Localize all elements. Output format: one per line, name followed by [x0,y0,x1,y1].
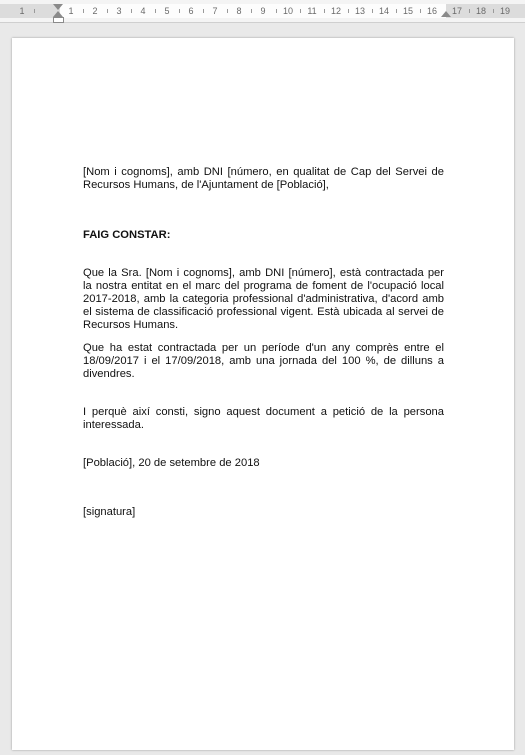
ruler-number: 7 [212,6,218,16]
ruler-number: 19 [499,6,511,16]
heading-faig-constar: FAIG CONSTAR: [83,229,171,241]
ruler-number: 16 [426,6,438,16]
ruler-number: 18 [475,6,487,16]
ruler-tick [396,9,397,13]
ruler-tick [203,9,204,13]
ruler-tick [227,9,228,13]
paragraph-contract-period: Que ha estat contractada per un període d'un any comprès entre el 18/09/2017 i el 17/09/2018, amb una jornada del 100 %, de dilluns a divendres. [83,342,444,380]
signature-placeholder: [signatura] [83,506,136,518]
document-page[interactable] [12,38,514,750]
ruler-number: 12 [330,6,342,16]
ruler-tick [131,9,132,13]
intro-paragraph: [Nom i cognoms], amb DNI [número, en qualitat de Cap del Servei de Recursos Humans, de l'Ajuntament de [Població], [83,166,444,191]
ruler-number: 15 [402,6,414,16]
ruler-tick [420,9,421,13]
ruler-tick [251,9,252,13]
ruler-tick [372,9,373,13]
ruler-tick [107,9,108,13]
ruler-number: 13 [354,6,366,16]
ruler-tick [34,9,35,13]
ruler-number: 1 [19,6,25,16]
ruler-tick [324,9,325,13]
ruler-tick [179,9,180,13]
ruler-number: 2 [92,6,98,16]
right-indent-marker[interactable] [441,11,451,17]
ruler-number: 17 [451,6,463,16]
ruler-left-margin [0,4,60,18]
ruler-number: 6 [188,6,194,16]
ruler-tick [300,9,301,13]
place-and-date: [Població], 20 de setembre de 2018 [83,457,260,469]
ruler-number: 3 [116,6,122,16]
ruler-tick [155,9,156,13]
ruler-number: 8 [236,6,242,16]
ruler-number: 14 [378,6,390,16]
ruler-number: 5 [164,6,170,16]
ruler-tick [348,9,349,13]
paragraph-contract-details: Que la Sra. [Nom i cognoms], amb DNI [número], està contractada per la nostra entitat en el marc del programa de foment de l'ocupació local 2017-2018, amb la categoria professional d'administrativa, d'acord amb el sistema de classificació professional vigent. Està ubicada al servei de Recursos Humans. [83,267,444,331]
ruler-number: 4 [140,6,146,16]
ruler-number: 1 [68,6,74,16]
ruler-number: 11 [307,6,317,16]
ruler-tick [276,9,277,13]
ruler-tick [83,9,84,13]
ruler-tick [469,9,470,13]
ruler-number: 9 [260,6,266,16]
horizontal-ruler[interactable] [0,0,525,23]
paragraph-closing: I perquè així consti, signo aquest document a petició de la persona interessada. [83,406,444,431]
ruler-tick [493,9,494,13]
first-line-indent-marker[interactable] [53,4,63,10]
left-indent-marker[interactable] [53,17,64,23]
ruler-number: 10 [282,6,294,16]
